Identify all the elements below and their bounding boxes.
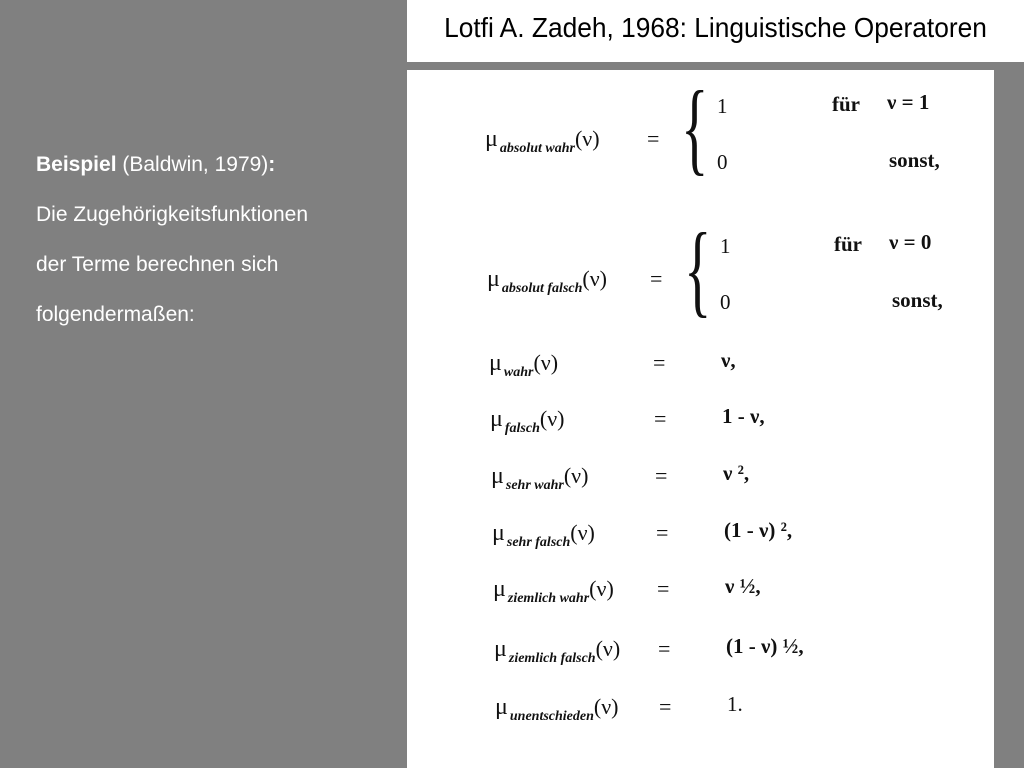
formula-ziemlich-falsch-rhs: (1 - ν) ½,: [726, 634, 804, 658]
equals-sign: =: [655, 463, 668, 488]
formula-falsch-rhs: 1 - ν,: [722, 404, 765, 428]
formula-sehr-falsch-rhs: (1 - ν) ²,: [724, 518, 793, 542]
example-line-3: der Terme berechnen sich: [36, 253, 279, 276]
equals-sign: =: [654, 406, 667, 431]
formula-sehr-wahr-lhs: μsehr wahr(ν): [491, 463, 589, 493]
case-label-fuer: für: [832, 92, 860, 116]
formula-absolut-falsch-lhs: μabsolut falsch(ν): [487, 266, 607, 296]
case-label-sonst: sonst,: [892, 288, 943, 312]
formula-sehr-wahr-rhs: ν ²,: [723, 461, 750, 485]
formula-falsch-lhs: μfalsch(ν): [490, 406, 565, 436]
formula-unentschieden-lhs: μunentschieden(ν): [495, 694, 619, 724]
slide-title: Lotfi A. Zadeh, 1968: Linguistische Operatoren: [444, 12, 987, 43]
example-heading: [36, 140, 396, 190]
formula-ziemlich-wahr-lhs: μziemlich wahr(ν): [493, 576, 614, 606]
equals-sign: =: [647, 126, 660, 151]
example-reference: (Baldwin, 1979): [116, 153, 269, 176]
example-line-2: Die Zugehörigkeitsfunktionen: [36, 203, 308, 226]
equals-sign: =: [653, 350, 666, 375]
case-value-zero: 0: [720, 290, 731, 314]
equals-sign: =: [658, 636, 671, 661]
case-condition: ν = 0: [889, 230, 932, 254]
formula-wahr-lhs: μwahr(ν): [489, 350, 559, 380]
formula-sehr-falsch-lhs: μsehr falsch(ν): [492, 520, 595, 550]
formula-absolut-wahr-lhs: μabsolut wahr(ν): [485, 126, 600, 156]
example-colon: :: [268, 153, 276, 176]
formula-ziemlich-wahr-rhs: ν ½,: [725, 574, 761, 598]
case-condition: ν = 1: [887, 90, 930, 114]
case-value-zero: 0: [717, 150, 728, 174]
case-value-one: 1: [720, 234, 731, 258]
example-text: [36, 140, 396, 340]
example-label: Beispiel: [36, 153, 117, 176]
formula-ziemlich-falsch-lhs: μziemlich falsch(ν): [494, 636, 621, 666]
equals-sign: =: [657, 576, 670, 601]
equals-sign: =: [659, 694, 672, 719]
title-bar: [407, 0, 1024, 62]
formula-image: [407, 70, 994, 768]
curly-brace: {: [684, 212, 712, 327]
equals-sign: =: [656, 520, 669, 545]
formula-unentschieden-rhs: 1.: [727, 692, 743, 716]
case-label-fuer: für: [834, 232, 862, 256]
example-line-4: folgendermaßen:: [36, 303, 195, 326]
curly-brace: {: [681, 70, 709, 185]
equals-sign: =: [650, 266, 663, 291]
case-label-sonst: sonst,: [889, 148, 940, 172]
formula-wahr-rhs: ν,: [721, 348, 736, 372]
case-value-one: 1: [717, 94, 728, 118]
